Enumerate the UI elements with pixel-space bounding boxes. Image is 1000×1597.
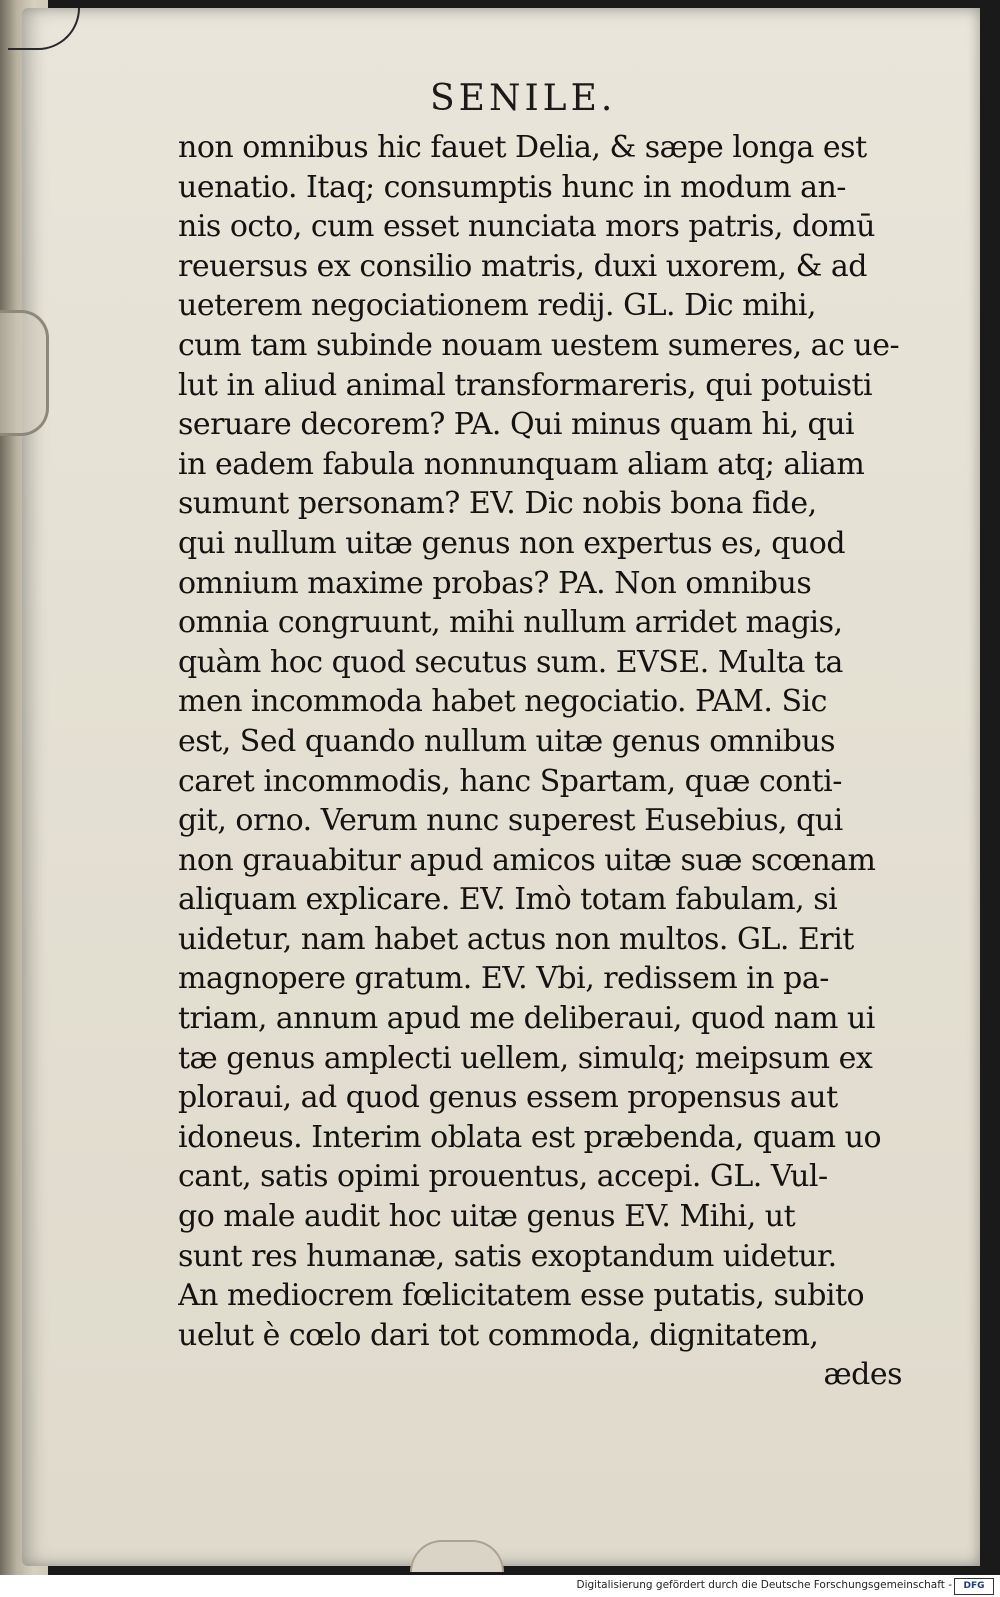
text-line: lut in aliud animal transformareris, qui potuisti [178,367,873,403]
text-line: reuersus ex consilio matris, duxi uxorem, & ad [178,248,867,284]
text-line: cant, satis opimi prouentus, accepi. GL. Vul- [178,1159,828,1195]
text-line: ploraui, ad quod genus essem propensus aut [178,1080,838,1116]
text-line: git, orno. Verum nunc superest Eusebius, qui [178,803,843,839]
text-line: aliquam explicare. EV. Imò totam fabulam, si [178,882,838,918]
text-line: tæ genus amplecti uellem, simulq; meipsum ex [178,1040,873,1076]
text-line: non omnibus hic fauet Delia, & sæpe longa est [178,130,867,165]
footer-credit: Digitalisierung gefördert durch die Deutsche Forschungsgemeinschaft - [576,1579,952,1591]
text-line: ueterem negociationem redij. GL. Dic mihi, [178,288,817,324]
text-line: magnopere gratum. EV. Vbi, redissem in pa- [178,961,829,997]
text-line: omnia congruunt, mihi nullum arridet magis, [178,605,843,641]
text-line: uenatio. Itaq; consumptis hunc in modum an- [178,169,846,205]
bottom-clasp-tab [410,1540,504,1572]
text-line: triam, annum apud me deliberaui, quod nam ui [178,1001,875,1037]
text-line: uelut è cœlo dari tot commoda, dignitatem, [178,1317,819,1353]
text-line: sunt res humanæ, satis exoptandum uidetur. [178,1238,837,1274]
book-clasp [0,310,49,436]
text-line: omnium maxime probas? PA. Non omnibus [178,565,812,601]
body-text [178,128,908,1395]
text-line: cum tam subinde nouam uestem sumeres, ac ue- [178,327,900,363]
text-line: idoneus. Interim oblata est præbenda, quam uo [178,1119,882,1155]
text-line: men incommoda habet negociatio. PAM. Sic [178,684,827,720]
text-line: uidetur, nam habet actus non multos. GL. Erit [178,921,854,957]
text-line: in eadem fabula nonnunquam aliam atq; aliam [178,446,865,482]
text-line: seruare decorem? PA. Qui minus quam hi, qui [178,407,855,443]
running-head: SENILE. [430,78,617,119]
text-line: sumunt personam? EV. Dic nobis bona fide, [178,486,817,522]
text-line: An mediocrem fœlicitatem esse putatis, subito [178,1278,865,1314]
catchword: ædes [823,1357,902,1393]
text-line: go male audit hoc uitæ genus EV. Mihi, ut [178,1199,796,1235]
text-line: non grauabitur apud amicos uitæ suæ scœnam [178,842,876,878]
text-line: qui nullum uitæ genus non expertus es, quod [178,525,846,561]
footer-bar [0,1575,1000,1597]
text-line: quàm hoc quod secutus sum. EVSE. Multa ta [178,644,843,680]
text-line: est, Sed quando nullum uitæ genus omnibus [178,723,836,759]
text-line: caret incommodis, hanc Spartam, quæ conti- [178,763,842,799]
dfg-logo: DFG [954,1578,994,1595]
text-line: nis octo, cum esset nunciata mors patris, domū [178,209,875,245]
